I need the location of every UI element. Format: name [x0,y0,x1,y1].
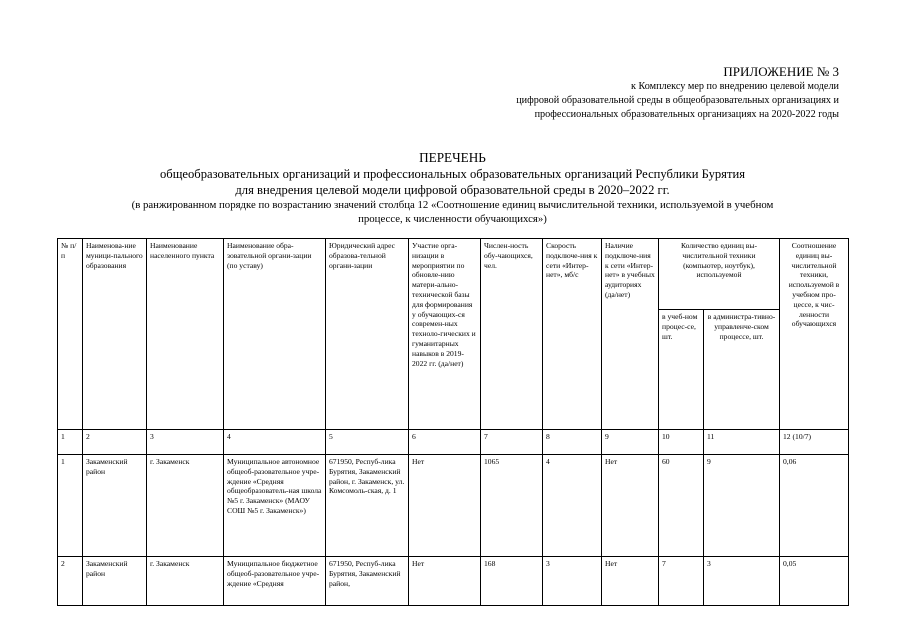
header-num: № п/п [58,239,83,430]
cell-municipality: Закаменский район [83,557,147,606]
numbering-cell: 4 [224,430,326,455]
appendix-number: ПРИЛОЖЕНИЕ № 3 [723,64,839,79]
cell-internet: Нет [602,557,659,606]
cell-edu-units: 60 [659,455,704,557]
cell-speed: 3 [543,557,602,606]
title-line-4: (в ранжированном порядке по возрастанию значений столбца 12 «Соотношение единиц вычислительной техники, используемой в учебном [131,199,774,211]
cell-organization: Муниципальное бюджетное общеоб-разовательное учре-ждение «Средняя [224,557,326,606]
cell-students: 1065 [481,455,543,557]
cell-speed: 4 [543,455,602,557]
numbering-cell: 5 [326,430,409,455]
cell-ratio: 0,05 [780,557,849,606]
appendix-line-3: профессиональных образовательных организациях на 2020-2022 годы [534,109,839,120]
numbering-cell: 6 [409,430,481,455]
organizations-table [57,238,849,606]
header-speed: Скорость подключе-ния к сети «Интер-нет», мб/с [543,239,602,430]
table-numbering-row [58,430,849,455]
cell-num: 1 [58,455,83,557]
cell-internet: Нет [602,455,659,557]
header-settlement: Наименование населенного пункта [147,239,224,430]
numbering-cell: 2 [83,430,147,455]
cell-admin-units: 3 [704,557,780,606]
numbering-cell: 9 [602,430,659,455]
header-organization: Наименование обра-зовательной органи-зации (по уставу) [224,239,326,430]
appendix-line-2: цифровой образовательной среды в общеобразовательных организациях и [516,95,839,106]
cell-settlement: г. Закаменск [147,557,224,606]
appendix-line-1: к Комплексу мер по внедрению целевой модели [630,81,839,92]
numbering-cell: 7 [481,430,543,455]
cell-address: 671950, Респуб-лика Бурятия, Закаменский район, [326,557,409,606]
header-admin-units: в администра-тивно-управленче-ском процессе, шт. [704,310,780,430]
header-students: Числен-ность обу-чающихся, чел. [481,239,543,430]
header-internet: Наличие подключе-ния к сети «Интер-нет» в учебных аудиториях (да/нет) [602,239,659,430]
cell-students: 168 [481,557,543,606]
appendix-block [516,64,839,122]
header-municipality: Наименова-ние муници-пального образования [83,239,147,430]
cell-admin-units: 9 [704,455,780,557]
table-header-row [58,239,849,310]
cell-ratio: 0,06 [780,455,849,557]
title-line-5: процессе, к численности обучающихся») [358,213,547,225]
title-line-2: общеобразовательных организаций и профессиональных образовательных организаций Республики Бурятия [160,167,745,181]
header-units-group: Количество единиц вы-числительной техники (компьютер, ноутбук), используемой [659,239,780,310]
table-row [58,455,849,557]
title-perechen: ПЕРЕЧЕНЬ [419,150,486,165]
table-row [58,557,849,606]
cell-participation: Нет [409,557,481,606]
header-edu-units: в учеб-ном процес-се, шт. [659,310,704,430]
numbering-cell: 8 [543,430,602,455]
numbering-cell: 3 [147,430,224,455]
cell-settlement: г. Закаменск [147,455,224,557]
header-participation: Участие орга-низации в мероприятии по обновле-нию матери-ально-технической базы для формирования у обучающих-ся современ-ных техноло-гических и гуманитарных навыков в 2019-2022 гг. (да/нет) [409,239,481,430]
header-address: Юридический адрес образова-тельной органи-зации [326,239,409,430]
cell-participation: Нет [409,455,481,557]
cell-num: 2 [58,557,83,606]
title-line-3: для внедрения целевой модели цифровой образовательной среды в 2020–2022 гг. [235,183,670,197]
cell-organization: Муниципальное автономное общеоб-разовательное учре-ждение «Средняя общеобразователь-ная школа №5 г. Закаменск» (МАОУ СОШ №5 г. Закаменск») [224,455,326,557]
cell-address: 671950, Респуб-лика Бурятия, Закаменский район, г. Закаменск, ул. Комсомоль-ская, д. 1 [326,455,409,557]
cell-municipality: Закаменский район [83,455,147,557]
numbering-cell: 12 (10/7) [780,430,849,455]
cell-edu-units: 7 [659,557,704,606]
numbering-cell: 1 [58,430,83,455]
header-ratio: Соотношение единиц вы-числительной техники, используемой в учебном про-цессе, к чис-ленности обучающихся [780,239,849,430]
document-title [0,150,905,226]
numbering-cell: 10 [659,430,704,455]
numbering-cell: 11 [704,430,780,455]
